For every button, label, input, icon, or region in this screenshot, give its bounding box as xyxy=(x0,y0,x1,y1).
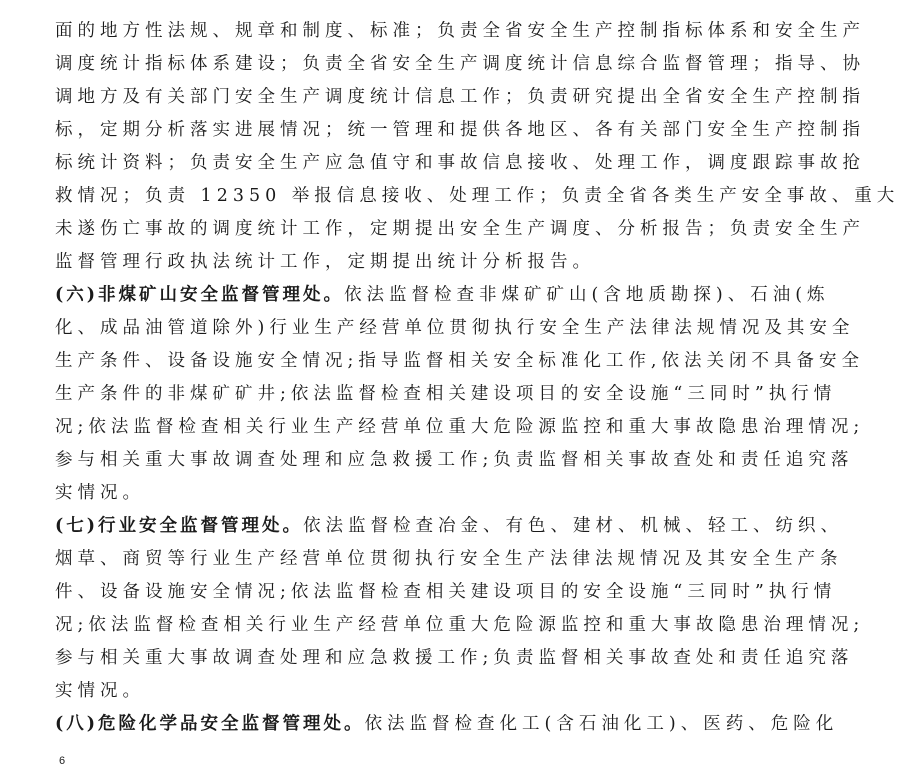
text-line: 面的地方性法规、规章和制度、标准；负责全省安全生产控制指标体系和安全生产 xyxy=(55,21,865,41)
document-page xyxy=(55,15,899,741)
paragraph-section-7 xyxy=(55,510,865,708)
text-line: 况;依法监督检查相关行业生产经营单位重大危险源监控和重大事故隐患治理情况; xyxy=(55,615,865,635)
page-number: 6 xyxy=(59,755,66,767)
section-first-line xyxy=(55,279,830,312)
text-line: 化、成品油管道除外)行业生产经营单位贯彻执行安全生产法律法规情况及其安全 xyxy=(55,318,855,338)
section-heading: (八)危险化学品安全监督管理处。 xyxy=(55,714,365,734)
text-line: 生产条件的非煤矿矿井;依法监督检查相关建设项目的安全设施“三同时”执行情 xyxy=(55,384,837,404)
section-text: 依法监督检查冶金、有色、建材、机械、轻工、纺织、 xyxy=(303,516,844,536)
text-line: 实情况。 xyxy=(55,681,145,701)
text-line: 调度统计指标体系建设；负责全省安全生产调度统计信息综合监督管理；指导、协 xyxy=(55,54,865,74)
text-line: 参与相关重大事故调查处理和应急救援工作;负责监督相关事故查处和责任追究落 xyxy=(55,648,854,668)
text-line: 标统计资料；负责安全生产应急值守和事故信息接收、处理工作，调度跟踪事故抢 xyxy=(55,153,865,173)
paragraph-section-6 xyxy=(55,279,865,510)
text-line: 实情况。 xyxy=(55,483,145,503)
text-line: 监督管理行政执法统计工作，定期提出统计分析报告。 xyxy=(55,252,595,272)
section-first-line xyxy=(55,708,839,741)
section-text: 依法监督检查化工(含石油化工)、医药、危险化 xyxy=(364,714,839,734)
paragraph-continued xyxy=(55,15,899,279)
text-line: 参与相关重大事故调查处理和应急救援工作;负责监督相关事故查处和责任追究落 xyxy=(55,450,854,470)
text-line: 标，定期分析落实进展情况；统一管理和提供各地区、各有关部门安全生产控制指 xyxy=(55,120,865,140)
section-heading: (六)非煤矿山安全监督管理处。 xyxy=(55,285,345,305)
section-text: 依法监督检查非煤矿矿山(含地质勘探)、石油(炼 xyxy=(344,285,830,305)
section-heading: (七)行业安全监督管理处。 xyxy=(55,516,304,536)
text-line: 烟草、商贸等行业生产经营单位贯彻执行安全生产法律法规情况及其安全生产条 xyxy=(55,549,843,569)
text-line: 况;依法监督检查相关行业生产经营单位重大危险源监控和重大事故隐患治理情况; xyxy=(55,417,865,437)
paragraph-section-8 xyxy=(55,708,839,741)
text-line: 件、设备设施安全情况;依法监督检查相关建设项目的安全设施“三同时”执行情 xyxy=(55,582,837,602)
text-line: 生产条件、设备设施安全情况;指导监督相关安全标准化工作,依法关闭不具备安全 xyxy=(55,351,864,371)
text-line: 未遂伤亡事故的调度统计工作，定期提出安全生产调度、分析报告；负责安全生产 xyxy=(55,219,865,239)
section-first-line xyxy=(55,510,844,543)
text-line: 调地方及有关部门安全生产调度统计信息工作；负责研究提出全省安全生产控制指 xyxy=(55,87,865,107)
text-line: 救情况；负责 12350 举报信息接收、处理工作；负责全省各类生产安全事故、重大 xyxy=(55,186,899,206)
